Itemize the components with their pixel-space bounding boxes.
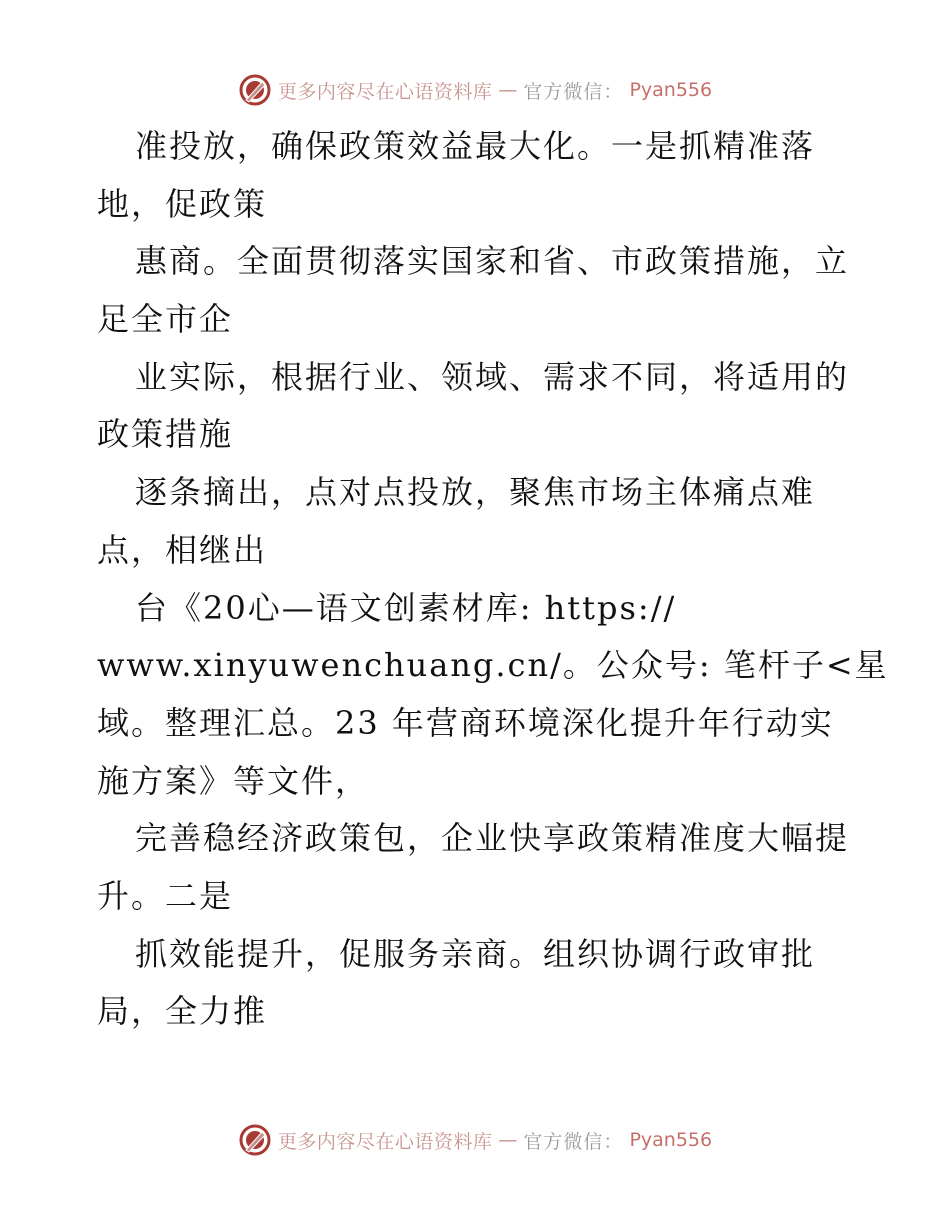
- pen-logo-icon: [238, 1123, 272, 1157]
- text-line: 足全市企: [97, 300, 234, 339]
- footer-banner: [0, 1120, 950, 1160]
- text-line: 逐条摘出，点对点投放，聚焦市场主体痛点难: [135, 473, 816, 512]
- text-line: 台《20心—语文创素材库: https://: [135, 588, 677, 627]
- text-line: 政策措施: [97, 415, 234, 454]
- text-line: 地，促政策: [97, 184, 268, 223]
- header-banner: [0, 70, 950, 110]
- text-line: 升。二是: [97, 876, 234, 915]
- banner-wechat-id: Pyan556: [629, 79, 713, 101]
- document-body: [97, 118, 889, 1041]
- text-line: 业实际，根据行业、领域、需求不同，将适用的: [135, 357, 850, 396]
- text-line: 完善稳经济政策包，企业快享政策精准度大幅提: [135, 819, 850, 858]
- banner-dash: —: [498, 1129, 518, 1151]
- banner-dash: —: [498, 79, 518, 101]
- text-line: 域。整理汇总。23 年营商环境深化提升年行动实: [97, 703, 834, 742]
- text-line: 施方案》等文件，: [97, 761, 370, 800]
- text-line: 点，相继出: [97, 530, 268, 569]
- text-line: www.xinyuwenchuang.cn/。公众号: 笔杆子<星: [97, 646, 889, 685]
- pen-logo-icon: [238, 73, 272, 107]
- banner-main-text: 更多内容尽在心语资料库: [277, 80, 493, 103]
- text-line: 抓效能提升，促服务亲商。组织协调行政审批: [135, 934, 816, 973]
- banner-wechat-label: 官方微信：: [523, 80, 624, 103]
- banner-wechat-label: 官方微信：: [523, 1130, 624, 1153]
- text-line: 局，全力推: [97, 992, 268, 1031]
- banner-wechat-id: Pyan556: [629, 1129, 713, 1151]
- text-line: 惠商。全面贯彻落实国家和省、市政策措施，立: [135, 242, 850, 281]
- text-line: 准投放，确保政策效益最大化。一是抓精准落: [135, 127, 816, 165]
- banner-main-text: 更多内容尽在心语资料库: [277, 1130, 493, 1153]
